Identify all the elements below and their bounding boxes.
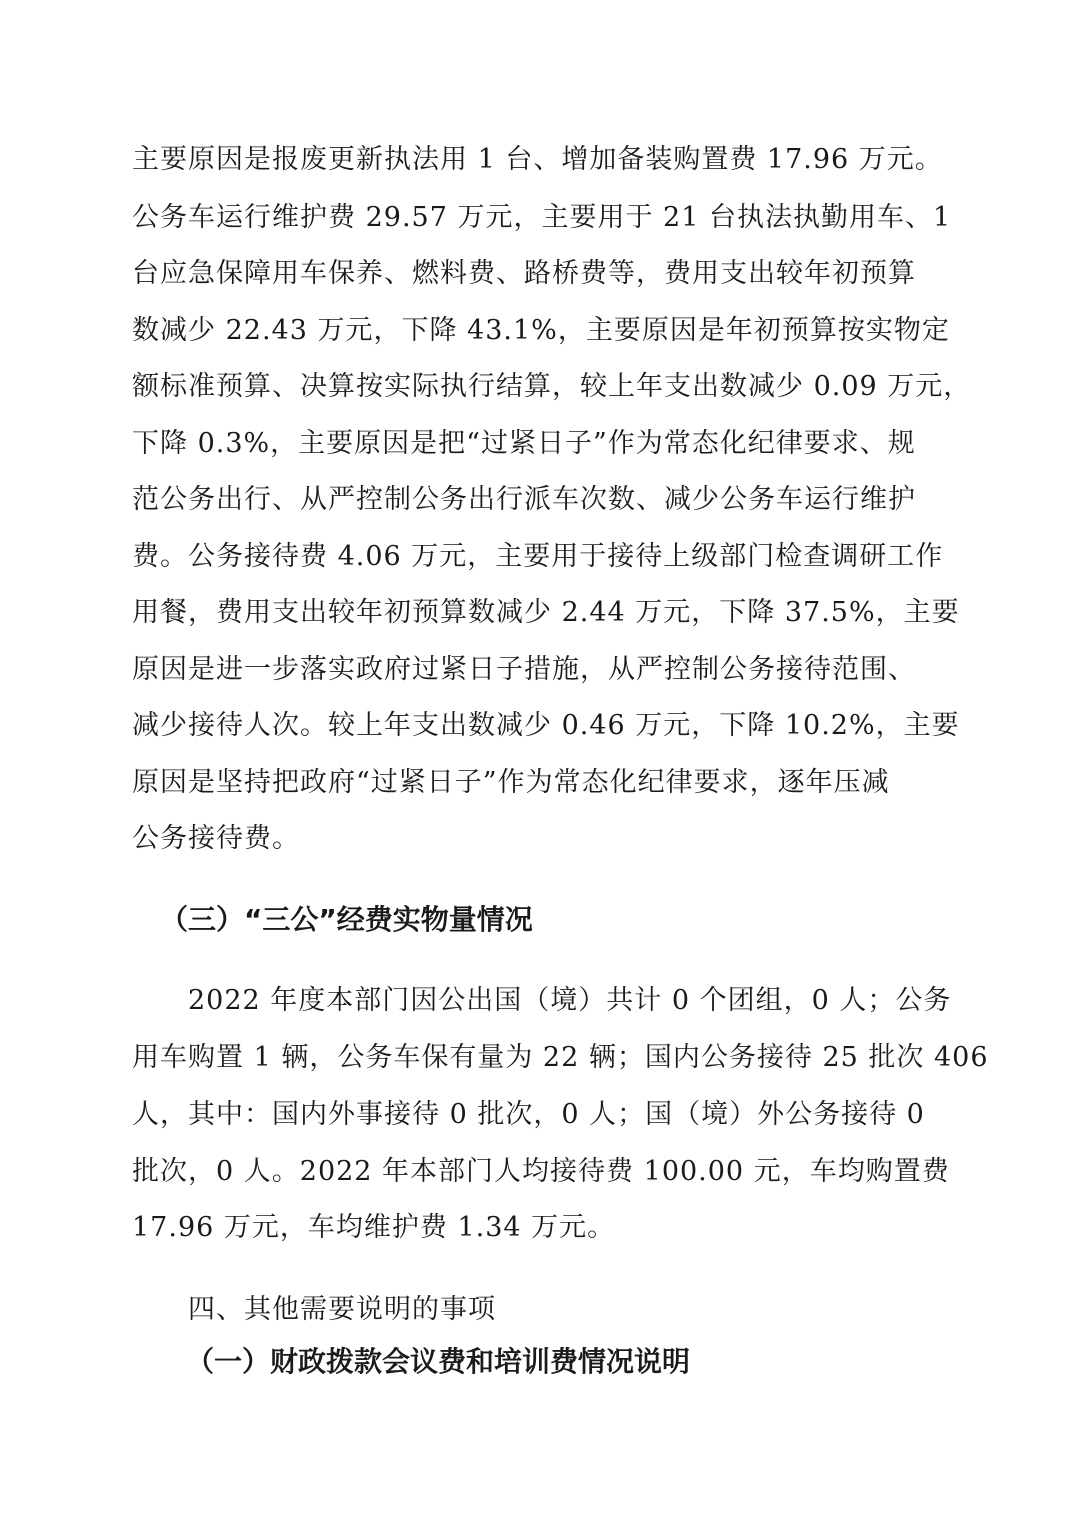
- text-line: 台应急保障用车保养、燃料费、路桥费等，费用支出较年初预算: [132, 258, 916, 289]
- section-heading-three-public-physical-quantity: （三）“三公”经费实物量情况: [160, 903, 533, 936]
- text-line: 公务车运行维护费 29.57 万元，主要用于 21 台执法执勤用车、1: [132, 202, 952, 233]
- text-line: 17.96 万元，车均维护费 1.34 万元。: [132, 1212, 616, 1243]
- text-line: 用餐，费用支出较年初预算数减少 2.44 万元，下降 37.5%，主要: [132, 597, 960, 628]
- text-line: 下降 0.3%，主要原因是把“过紧日子”作为常态化纪律要求、规: [132, 428, 916, 459]
- text-line: 费。公务接待费 4.06 万元，主要用于接待上级部门检查调研工作: [132, 541, 944, 572]
- text-line: 原因是进一步落实政府过紧日子措施，从严控制公务接待范围、: [132, 654, 916, 685]
- text-line: 额标准预算、决算按实际执行结算，较上年支出数减少 0.09 万元，: [132, 371, 972, 402]
- text-line: 数减少 22.43 万元，下降 43.1%，主要原因是年初预算按实物定: [132, 315, 950, 346]
- text-line: 减少接待人次。较上年支出数减少 0.46 万元，下降 10.2%，主要: [132, 710, 960, 741]
- text-line: 2022 年度本部门因公出国（境）共计 0 个团组，0 人；公务: [188, 985, 952, 1016]
- text-line: 用车购置 1 辆，公务车保有量为 22 辆；国内公务接待 25 批次 406: [132, 1042, 989, 1073]
- text-line: 范公务出行、从严控制公务出行派车次数、减少公务车运行维护: [132, 484, 916, 515]
- subsection-heading-meeting-training-fees: （一）财政拨款会议费和培训费情况说明: [186, 1345, 691, 1378]
- text-line: 原因是坚持把政府“过紧日子”作为常态化纪律要求，逐年压减: [132, 767, 890, 798]
- text-line: 公务接待费。: [132, 823, 300, 854]
- text-line: 人，其中：国内外事接待 0 批次，0 人；国（境）外公务接待 0: [132, 1099, 925, 1130]
- section-heading-four-other-matters: 四、其他需要说明的事项: [188, 1294, 496, 1325]
- text-line: 批次，0 人。2022 年本部门人均接待费 100.00 元，车均购置费: [132, 1156, 950, 1187]
- text-line: 主要原因是报废更新执法用 1 台、增加备装购置费 17.96 万元。: [132, 144, 943, 175]
